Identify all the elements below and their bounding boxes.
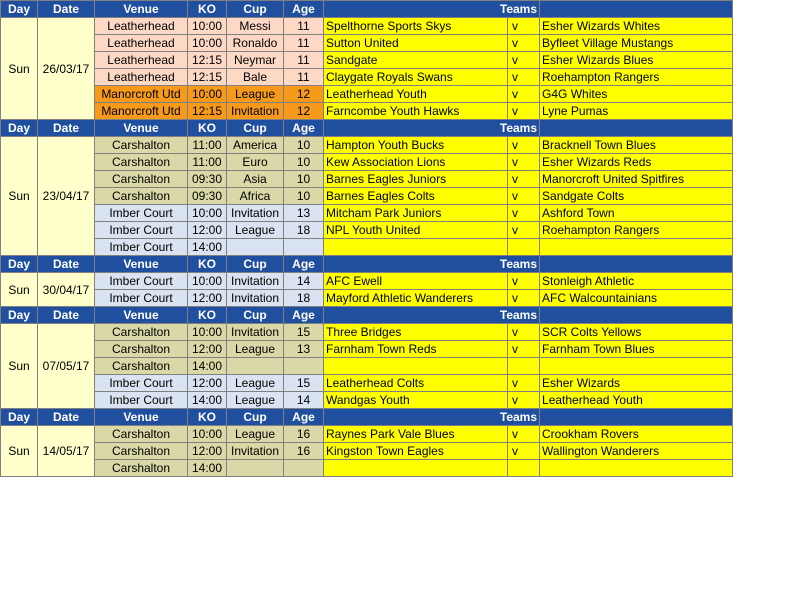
versus-cell: v (508, 205, 540, 222)
ko-cell: 14:00 (188, 460, 227, 477)
venue-cell: Leatherhead (95, 69, 188, 86)
away-team-cell: Stonleigh Athletic (540, 273, 733, 290)
cup-cell: Invitation (227, 443, 284, 460)
day-cell: Sun (1, 426, 38, 477)
header-teams: Teams (324, 1, 540, 18)
home-team-cell: Farnham Town Reds (324, 341, 508, 358)
ko-cell: 10:00 (188, 35, 227, 52)
header-blank (540, 1, 733, 18)
venue-cell: Carshalton (95, 341, 188, 358)
cup-cell: League (227, 222, 284, 239)
age-cell: 10 (284, 188, 324, 205)
fixture-row (1, 69, 733, 86)
home-team-cell: Sandgate (324, 52, 508, 69)
header-venue: Venue (95, 1, 188, 18)
away-team-cell (540, 239, 733, 256)
fixture-row (1, 137, 733, 154)
age-cell: 14 (284, 392, 324, 409)
header-date: Date (38, 1, 95, 18)
cup-cell: Neymar (227, 52, 284, 69)
fixture-row (1, 35, 733, 52)
fixture-row (1, 341, 733, 358)
fixture-row (1, 375, 733, 392)
ko-cell: 12:00 (188, 290, 227, 307)
away-team-cell: Esher Wizards (540, 375, 733, 392)
venue-cell: Leatherhead (95, 52, 188, 69)
home-team-cell: Three Bridges (324, 324, 508, 341)
ko-cell: 12:00 (188, 341, 227, 358)
fixture-row (1, 324, 733, 341)
home-team-cell: Barnes Eagles Colts (324, 188, 508, 205)
versus-cell: v (508, 392, 540, 409)
venue-cell: Imber Court (95, 273, 188, 290)
ko-cell: 09:30 (188, 171, 227, 188)
venue-cell: Manorcroft Utd (95, 86, 188, 103)
fixture-row (1, 239, 733, 256)
section-header-row (1, 120, 733, 137)
ko-cell: 10:00 (188, 86, 227, 103)
cup-cell: Messi (227, 18, 284, 35)
ko-cell: 14:00 (188, 392, 227, 409)
versus-cell: v (508, 443, 540, 460)
header-blank (540, 409, 733, 426)
versus-cell: v (508, 426, 540, 443)
header-blank (540, 256, 733, 273)
cup-cell: Euro (227, 154, 284, 171)
away-team-cell: Roehampton Rangers (540, 222, 733, 239)
home-team-cell: Barnes Eagles Juniors (324, 171, 508, 188)
header-day: Day (1, 120, 38, 137)
home-team-cell: NPL Youth United (324, 222, 508, 239)
venue-cell: Leatherhead (95, 35, 188, 52)
header-blank (540, 307, 733, 324)
fixture-row (1, 18, 733, 35)
header-cup: Cup (227, 256, 284, 273)
header-cup: Cup (227, 409, 284, 426)
cup-cell (227, 358, 284, 375)
home-team-cell: Kew Association Lions (324, 154, 508, 171)
header-age: Age (284, 307, 324, 324)
versus-cell: v (508, 290, 540, 307)
header-day: Day (1, 307, 38, 324)
cup-cell: Invitation (227, 103, 284, 120)
versus-cell: v (508, 222, 540, 239)
away-team-cell: G4G Whites (540, 86, 733, 103)
age-cell: 18 (284, 290, 324, 307)
versus-cell (508, 358, 540, 375)
fixture-row (1, 103, 733, 120)
age-cell: 11 (284, 18, 324, 35)
home-team-cell: Farncombe Youth Hawks (324, 103, 508, 120)
age-cell: 16 (284, 443, 324, 460)
fixture-row (1, 358, 733, 375)
venue-cell: Carshalton (95, 443, 188, 460)
home-team-cell: Raynes Park Vale Blues (324, 426, 508, 443)
away-team-cell: Crookham Rovers (540, 426, 733, 443)
header-venue: Venue (95, 409, 188, 426)
age-cell: 15 (284, 375, 324, 392)
header-ko: KO (188, 1, 227, 18)
day-cell: Sun (1, 137, 38, 256)
versus-cell: v (508, 103, 540, 120)
age-cell: 11 (284, 52, 324, 69)
cup-cell (227, 460, 284, 477)
venue-cell: Imber Court (95, 392, 188, 409)
section-header-row (1, 409, 733, 426)
ko-cell: 10:00 (188, 273, 227, 290)
away-team-cell: Esher Wizards Whites (540, 18, 733, 35)
header-venue: Venue (95, 256, 188, 273)
away-team-cell: Bracknell Town Blues (540, 137, 733, 154)
header-teams: Teams (324, 120, 540, 137)
venue-cell: Carshalton (95, 460, 188, 477)
ko-cell: 12:00 (188, 443, 227, 460)
away-team-cell (540, 460, 733, 477)
age-cell: 13 (284, 205, 324, 222)
header-teams: Teams (324, 256, 540, 273)
home-team-cell: Leatherhead Youth (324, 86, 508, 103)
home-team-cell: Mitcham Park Juniors (324, 205, 508, 222)
header-blank (540, 120, 733, 137)
away-team-cell: Lyne Pumas (540, 103, 733, 120)
section-header-row (1, 307, 733, 324)
header-date: Date (38, 409, 95, 426)
home-team-cell: Hampton Youth Bucks (324, 137, 508, 154)
away-team-cell: Esher Wizards Reds (540, 154, 733, 171)
venue-cell: Carshalton (95, 137, 188, 154)
home-team-cell (324, 358, 508, 375)
home-team-cell (324, 460, 508, 477)
header-ko: KO (188, 307, 227, 324)
header-teams: Teams (324, 307, 540, 324)
fixture-row (1, 52, 733, 69)
fixture-row (1, 273, 733, 290)
versus-cell: v (508, 35, 540, 52)
ko-cell: 14:00 (188, 239, 227, 256)
ko-cell: 12:15 (188, 69, 227, 86)
venue-cell: Carshalton (95, 171, 188, 188)
cup-cell: Invitation (227, 324, 284, 341)
venue-cell: Carshalton (95, 324, 188, 341)
versus-cell: v (508, 341, 540, 358)
section-header-row (1, 256, 733, 273)
header-cup: Cup (227, 1, 284, 18)
versus-cell: v (508, 69, 540, 86)
header-date: Date (38, 120, 95, 137)
age-cell: 18 (284, 222, 324, 239)
age-cell: 10 (284, 154, 324, 171)
home-team-cell: Claygate Royals Swans (324, 69, 508, 86)
versus-cell: v (508, 18, 540, 35)
ko-cell: 09:30 (188, 188, 227, 205)
cup-cell: League (227, 341, 284, 358)
header-day: Day (1, 409, 38, 426)
away-team-cell: Leatherhead Youth (540, 392, 733, 409)
versus-cell: v (508, 137, 540, 154)
age-cell: 10 (284, 137, 324, 154)
away-team-cell: Ashford Town (540, 205, 733, 222)
section-header-row (1, 1, 733, 18)
ko-cell: 10:00 (188, 18, 227, 35)
fixture-row (1, 171, 733, 188)
header-date: Date (38, 256, 95, 273)
venue-cell: Carshalton (95, 358, 188, 375)
venue-cell: Carshalton (95, 154, 188, 171)
header-date: Date (38, 307, 95, 324)
fixture-row (1, 460, 733, 477)
header-ko: KO (188, 409, 227, 426)
cup-cell: Bale (227, 69, 284, 86)
venue-cell: Manorcroft Utd (95, 103, 188, 120)
home-team-cell: Wandgas Youth (324, 392, 508, 409)
ko-cell: 14:00 (188, 358, 227, 375)
age-cell: 12 (284, 103, 324, 120)
home-team-cell: Spelthorne Sports Skys (324, 18, 508, 35)
fixture-row (1, 86, 733, 103)
venue-cell: Leatherhead (95, 18, 188, 35)
venue-cell: Carshalton (95, 426, 188, 443)
age-cell: 11 (284, 35, 324, 52)
home-team-cell (324, 239, 508, 256)
header-venue: Venue (95, 307, 188, 324)
versus-cell: v (508, 188, 540, 205)
date-cell: 26/03/17 (38, 18, 95, 120)
venue-cell: Imber Court (95, 205, 188, 222)
cup-cell: Ronaldo (227, 35, 284, 52)
ko-cell: 10:00 (188, 324, 227, 341)
versus-cell: v (508, 154, 540, 171)
versus-cell: v (508, 375, 540, 392)
cup-cell: America (227, 137, 284, 154)
versus-cell: v (508, 86, 540, 103)
away-team-cell: Byfleet Village Mustangs (540, 35, 733, 52)
ko-cell: 12:15 (188, 52, 227, 69)
date-cell: 30/04/17 (38, 273, 95, 307)
home-team-cell: AFC Ewell (324, 273, 508, 290)
age-cell: 14 (284, 273, 324, 290)
age-cell: 11 (284, 69, 324, 86)
home-team-cell: Kingston Town Eagles (324, 443, 508, 460)
home-team-cell: Sutton United (324, 35, 508, 52)
fixture-row (1, 222, 733, 239)
fixtures-body (1, 1, 733, 477)
header-ko: KO (188, 256, 227, 273)
age-cell: 15 (284, 324, 324, 341)
age-cell: 13 (284, 341, 324, 358)
ko-cell: 12:15 (188, 103, 227, 120)
venue-cell: Imber Court (95, 239, 188, 256)
fixture-row (1, 205, 733, 222)
ko-cell: 10:00 (188, 205, 227, 222)
versus-cell: v (508, 324, 540, 341)
age-cell: 12 (284, 86, 324, 103)
date-cell: 07/05/17 (38, 324, 95, 409)
versus-cell (508, 460, 540, 477)
away-team-cell: Wallington Wanderers (540, 443, 733, 460)
away-team-cell (540, 358, 733, 375)
age-cell (284, 239, 324, 256)
away-team-cell: Sandgate Colts (540, 188, 733, 205)
venue-cell: Carshalton (95, 188, 188, 205)
away-team-cell: Esher Wizards Blues (540, 52, 733, 69)
age-cell (284, 460, 324, 477)
versus-cell (508, 239, 540, 256)
date-cell: 23/04/17 (38, 137, 95, 256)
away-team-cell: SCR Colts Yellows (540, 324, 733, 341)
cup-cell: League (227, 86, 284, 103)
age-cell: 16 (284, 426, 324, 443)
venue-cell: Imber Court (95, 222, 188, 239)
ko-cell: 11:00 (188, 137, 227, 154)
venue-cell: Imber Court (95, 375, 188, 392)
header-ko: KO (188, 120, 227, 137)
header-day: Day (1, 1, 38, 18)
ko-cell: 12:00 (188, 375, 227, 392)
ko-cell: 11:00 (188, 154, 227, 171)
age-cell: 10 (284, 171, 324, 188)
age-cell (284, 358, 324, 375)
ko-cell: 10:00 (188, 426, 227, 443)
away-team-cell: Farnham Town Blues (540, 341, 733, 358)
fixture-row (1, 426, 733, 443)
day-cell: Sun (1, 324, 38, 409)
header-venue: Venue (95, 120, 188, 137)
header-day: Day (1, 256, 38, 273)
header-age: Age (284, 409, 324, 426)
cup-cell: Asia (227, 171, 284, 188)
away-team-cell: Manorcroft United Spitfires (540, 171, 733, 188)
header-age: Age (284, 120, 324, 137)
day-cell: Sun (1, 273, 38, 307)
home-team-cell: Mayford Athletic Wanderers (324, 290, 508, 307)
away-team-cell: Roehampton Rangers (540, 69, 733, 86)
cup-cell: League (227, 392, 284, 409)
cup-cell: League (227, 375, 284, 392)
fixture-row (1, 443, 733, 460)
cup-cell (227, 239, 284, 256)
header-cup: Cup (227, 307, 284, 324)
cup-cell: League (227, 426, 284, 443)
home-team-cell: Leatherhead Colts (324, 375, 508, 392)
fixture-row (1, 188, 733, 205)
versus-cell: v (508, 171, 540, 188)
versus-cell: v (508, 52, 540, 69)
ko-cell: 12:00 (188, 222, 227, 239)
versus-cell: v (508, 273, 540, 290)
fixture-row (1, 290, 733, 307)
fixture-row (1, 154, 733, 171)
header-age: Age (284, 1, 324, 18)
cup-cell: Invitation (227, 290, 284, 307)
cup-cell: Africa (227, 188, 284, 205)
day-cell: Sun (1, 18, 38, 120)
cup-cell: Invitation (227, 205, 284, 222)
header-cup: Cup (227, 120, 284, 137)
cup-cell: Invitation (227, 273, 284, 290)
fixture-row (1, 392, 733, 409)
away-team-cell: AFC Walcountainians (540, 290, 733, 307)
header-teams: Teams (324, 409, 540, 426)
date-cell: 14/05/17 (38, 426, 95, 477)
venue-cell: Imber Court (95, 290, 188, 307)
header-age: Age (284, 256, 324, 273)
